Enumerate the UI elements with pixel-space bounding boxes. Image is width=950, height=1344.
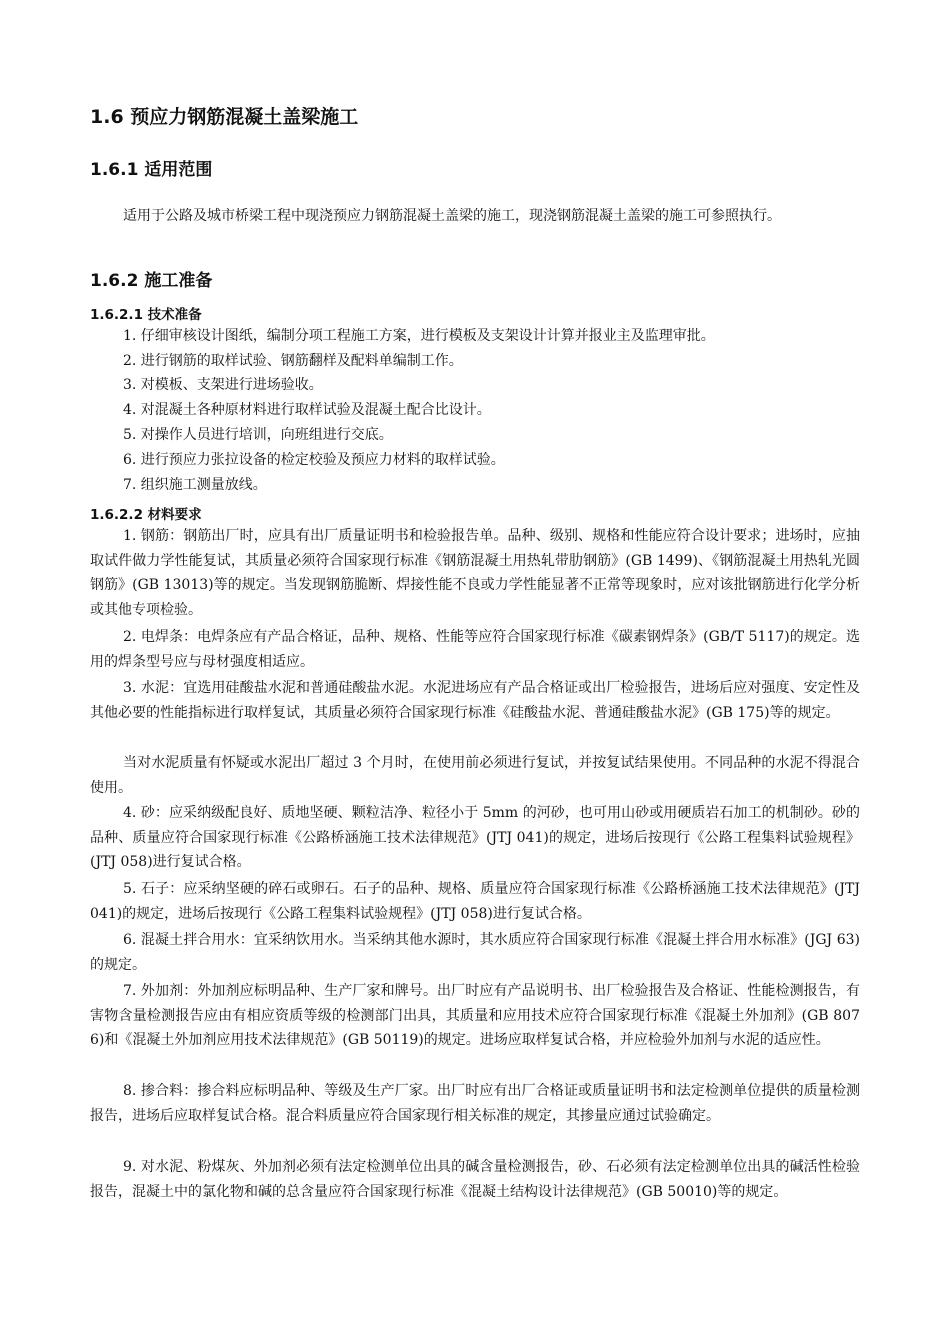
material-item: 3. 水泥：宜选用硅酸盐水泥和普通硅酸盐水泥。水泥进场应有产品合格证或出厂检验报告，进场后应对强度、安定性及其他必要的性能指标进行取样复试，其质量必须符合国家现行标准《硅酸盐水泥、普通硅酸盐水泥》(GB 175)等的规定。	[90, 680, 860, 721]
material-item: 4. 砂：应采纳级配良好、质地坚硬、颗粒洁净、粒径小于 5mm 的河砂，也可用山砂或用硬质岩石加工的机制砂。砂的品种、质量应符合国家现行标准《公路桥涵施工技术法律规范》(JTJ 041)的规定，进场后按现行《公路工程集料试验规程》(JTJ 058)进行复试合格。	[90, 805, 860, 870]
tech-item: 6. 进行预应力张拉设备的检定校验及预应力材料的取样试验。	[123, 452, 505, 468]
tech-item: 5. 对操作人员进行培训，向班组进行交底。	[123, 427, 393, 443]
material-item: 7. 外加剂：外加剂应标明品种、生产厂家和牌号。出厂时应有产品说明书、出厂检验报告及合格证、性能检测报告，有害物含量检测报告应由有相应资质等级的检测部门出具，其质量和应用技术应符合国家现行标准《混凝土外加剂》(GB 8076)和《混凝土外加剂应用技术法律规范》(GB 50119)的规定。进场应取样复试合格，并应检验外加剂与水泥的适应性。	[90, 983, 860, 1048]
section-title: 1.6 预应力钢筋混凝土盖梁施工	[90, 106, 359, 128]
material-item: 当对水泥质量有怀疑或水泥出厂超过 3 个月时，在使用前必须进行复试，并按复试结果使用。不同品种的水泥不得混合使用。	[90, 755, 860, 796]
heading-1-6-2: 1.6.2 施工准备	[90, 271, 213, 291]
tech-item: 4. 对混凝土各种原材料进行取样试验及混凝土配合比设计。	[123, 402, 491, 418]
material-item: 1. 钢筋：钢筋出厂时，应具有出厂质量证明书和检验报告单。品种、级别、规格和性能应符合设计要求；进场时，应抽取试件做力学性能复试，其质量必须符合国家现行标准《钢筋混凝土用热轧带肋钢筋》(GB 1499)、《钢筋混凝土用热轧光圆钢筋》(GB 13013)等的规定。当发现钢筋脆断、焊接性能不良或力学性能显著不正常等现象时，应对该批钢筋进行化学分析或其他专项检验。	[90, 528, 860, 618]
heading-1-6-2-2: 1.6.2.2 材料要求	[90, 507, 202, 523]
heading-1-6-2-1: 1.6.2.1 技术准备	[90, 307, 202, 323]
paragraph-scope: 适用于公路及城市桥梁工程中现浇预应力钢筋混凝土盖梁的施工，现浇钢筋混凝土盖梁的施工可参照执行。	[123, 208, 781, 224]
tech-item: 7. 组织施工测量放线。	[123, 477, 267, 493]
material-item: 8. 掺合料：掺合料应标明品种、等级及生产厂家。出厂时应有出厂合格证或质量证明书和法定检测单位提供的质量检测报告，进场后应取样复试合格。混合料质量应符合国家现行相关标准的规定，其掺量应通过试验确定。	[90, 1083, 860, 1124]
material-item: 9. 对水泥、粉煤灰、外加剂必须有法定检测单位出具的碱含量检测报告，砂、石必须有法定检测单位出具的碱活性检验报告，混凝土中的氯化物和碱的总含量应符合国家现行标准《混凝土结构设计法律规范》(GB 50010)等的规定。	[90, 1159, 860, 1200]
material-item: 2. 电焊条：电焊条应有产品合格证，品种、规格、性能等应符合国家现行标准《碳素钢焊条》(GB/T 5117)的规定。选用的焊条型号应与母材强度相适应。	[90, 629, 860, 670]
tech-item: 3. 对模板、支架进行进场验收。	[123, 377, 323, 393]
tech-item: 2. 进行钢筋的取样试验、钢筋翻样及配料单编制工作。	[123, 353, 463, 369]
tech-item: 1. 仔细审核设计图纸，编制分项工程施工方案，进行模板及支架设计计算并报业主及监理审批。	[123, 328, 715, 344]
material-item: 6. 混凝土拌合用水：宜采纳饮用水。当采纳其他水源时，其水质应符合国家现行标准《混凝土拌合用水标准》(JGJ 63)的规定。	[90, 932, 860, 973]
heading-1-6-1: 1.6.1 适用范围	[90, 160, 213, 180]
material-item: 5. 石子：应采纳坚硬的碎石或卵石。石子的品种、规格、质量应符合国家现行标准《公路桥涵施工技术法律规范》(JTJ 041)的规定，进场后按现行《公路工程集料试验规程》(JTJ 058)进行复试合格。	[90, 881, 860, 922]
